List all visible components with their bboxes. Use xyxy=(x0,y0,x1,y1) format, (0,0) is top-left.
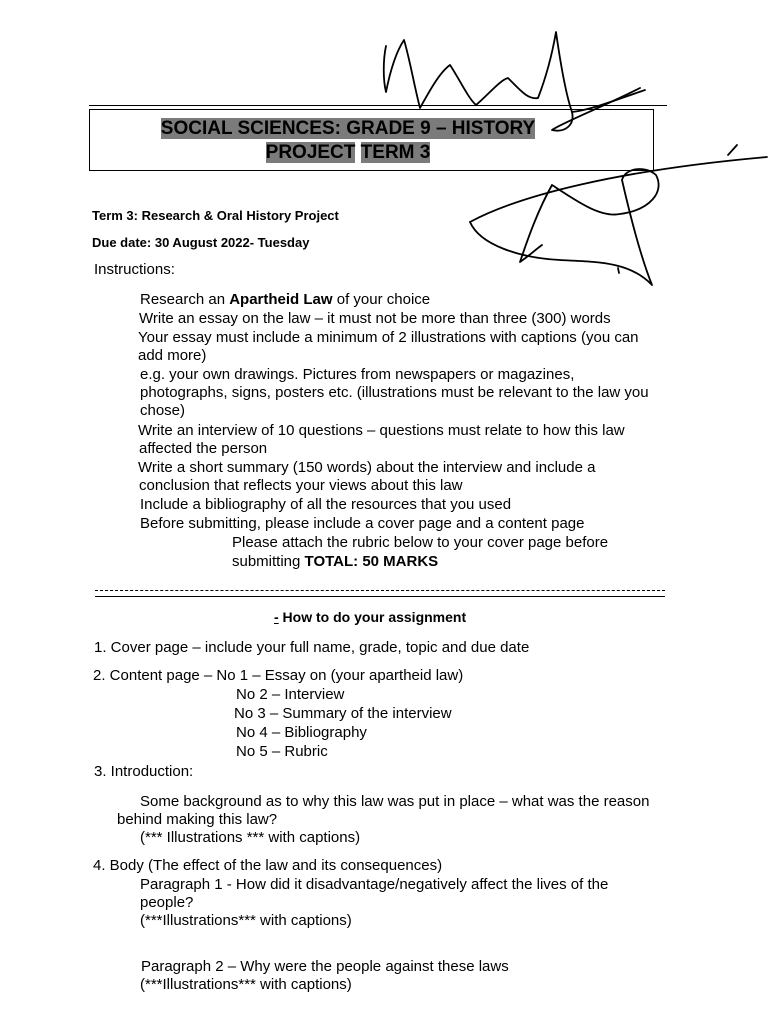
instruction-1 xyxy=(140,291,430,309)
instruction-9-line2 xyxy=(232,553,438,571)
page-title xyxy=(0,117,696,141)
top-rule xyxy=(89,105,667,106)
instruction-6-line1: Write a short summary (150 words) about the interview and include a xyxy=(138,459,596,476)
paragraph-1-illustrations: (***Illustrations*** with captions) xyxy=(140,912,352,929)
paragraph-1-line1: Paragraph 1 - How did it disadvantage/negatively affect the lives of the xyxy=(140,876,609,893)
content-item-4: No 4 – Bibliography xyxy=(236,724,367,741)
page-subtitle xyxy=(0,141,696,165)
instruction-4-line1: e.g. your own drawings. Pictures from newspapers or magazines, xyxy=(140,366,575,383)
intro-illustrations: (*** Illustrations *** with captions) xyxy=(140,829,361,846)
instruction-9-text: submitting xyxy=(232,553,305,570)
step-cover-page: 1. Cover page – include your full name, grade, topic and due date xyxy=(94,639,530,656)
step-content-page: 2. Content page – No 1 – Essay on (your apartheid law) xyxy=(93,667,464,684)
howto-heading xyxy=(274,609,466,625)
title-line2-term: TERM 3 xyxy=(360,142,431,163)
instruction-5-line2: affected the person xyxy=(139,440,268,457)
content-item-3: No 3 – Summary of the interview xyxy=(234,705,452,722)
instruction-3-line2: add more) xyxy=(138,347,207,364)
instruction-5-line1: Write an interview of 10 questions – questions must relate to how this law xyxy=(138,422,625,439)
title-line2-project: PROJECT xyxy=(265,142,356,163)
instruction-4-line2: photographs, signs, posters etc. (illustrations must be relevant to the law you xyxy=(140,384,649,401)
instruction-8: Before submitting, please include a cover page and a content page xyxy=(140,515,585,532)
instruction-4-line3: chose) xyxy=(140,402,186,419)
instruction-9-line1: Please attach the rubric below to your cover page before xyxy=(232,534,609,551)
howto-heading-text: How to do your assignment xyxy=(278,609,467,625)
instructions-label: Instructions: xyxy=(94,261,175,278)
dashed-separator xyxy=(95,590,665,591)
instruction-3-line1: Your essay must include a minimum of 2 illustrations with captions (you can xyxy=(138,329,639,346)
due-date: Due date: 30 August 2022- Tuesday xyxy=(92,235,310,250)
solid-separator xyxy=(95,596,665,597)
paragraph-2-illustrations: (***Illustrations*** with captions) xyxy=(140,976,352,993)
instruction-7: Include a bibliography of all the resources that you used xyxy=(140,496,512,513)
instruction-1-tail: of your choice xyxy=(332,291,431,308)
howto-dash: - xyxy=(274,609,279,625)
content-item-5: No 5 – Rubric xyxy=(236,743,328,760)
step-introduction: 3. Introduction: xyxy=(94,763,194,780)
title-line1: SOCIAL SCIENCES: GRADE 9 – HISTORY xyxy=(160,118,536,139)
paragraph-2-line1: Paragraph 2 – Why were the people against these laws xyxy=(141,958,509,975)
step-body: 4. Body (The effect of the law and its consequences) xyxy=(93,857,443,874)
content-item-2: No 2 – Interview xyxy=(236,686,345,703)
instruction-2: Write an essay on the law – it must not be more than three (300) words xyxy=(139,310,611,327)
intro-text-line1: Some background as to why this law was put in place – what was the reason xyxy=(140,793,650,810)
intro-text-line2: behind making this law? xyxy=(117,811,278,828)
total-marks: TOTAL: 50 MARKS xyxy=(304,553,439,570)
term-heading: Term 3: Research & Oral History Project xyxy=(92,208,339,223)
instruction-1-text: Research an xyxy=(140,291,230,308)
instruction-6-line2: conclusion that reflects your views about this law xyxy=(139,477,463,494)
paragraph-1-line2: people? xyxy=(140,894,194,911)
instruction-1-bold: Apartheid Law xyxy=(229,291,333,308)
